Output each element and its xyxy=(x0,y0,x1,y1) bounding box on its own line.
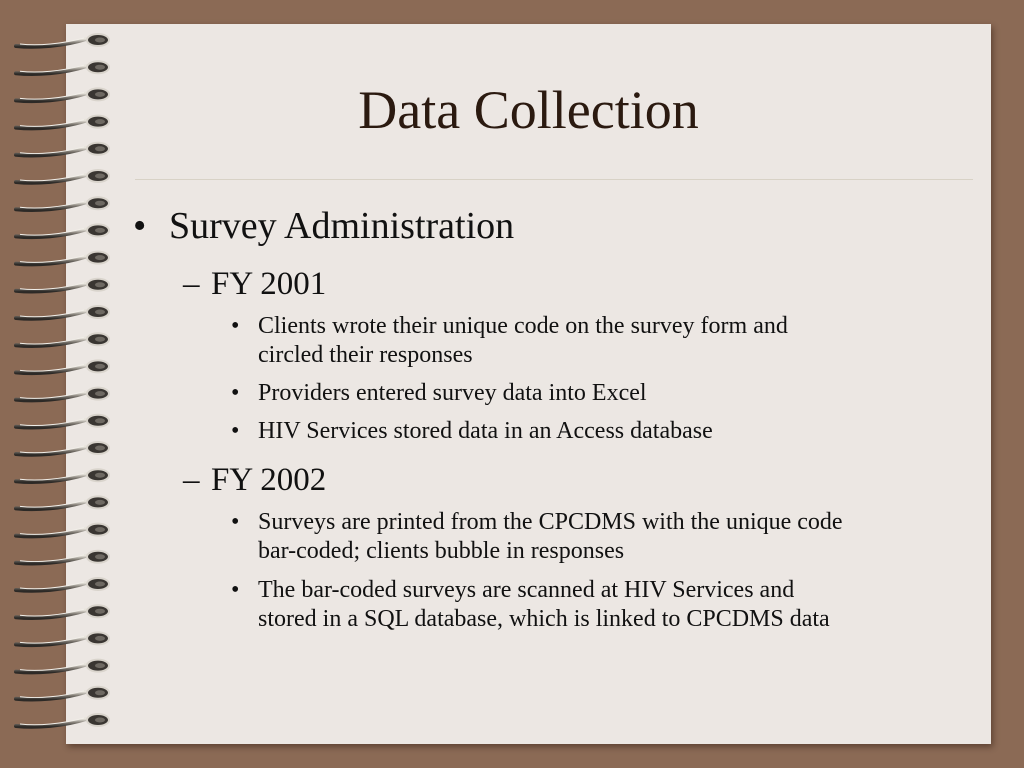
subbullet-text: FY 2001 xyxy=(211,266,327,302)
item-line: bar-coded; clients bubble in responses xyxy=(258,538,625,564)
coil-hole xyxy=(95,636,105,641)
coil-hole xyxy=(95,201,105,206)
coil-hole xyxy=(95,65,105,70)
slide-title: Data Collection xyxy=(358,80,699,140)
coil-hole xyxy=(95,228,105,233)
coil-hole xyxy=(95,582,105,587)
item-line: Clients wrote their unique code on the survey form and xyxy=(258,313,788,339)
bullet-marker: • xyxy=(231,509,240,535)
coil-hole xyxy=(95,391,105,396)
title-divider xyxy=(135,179,973,180)
bullet-marker: • xyxy=(231,313,240,339)
coil-hole xyxy=(95,554,105,559)
item-line: circled their responses xyxy=(258,342,473,368)
item-line: Surveys are printed from the CPCDMS with the unique code xyxy=(258,509,843,535)
coil-hole xyxy=(95,282,105,287)
coil-hole xyxy=(95,500,105,505)
bullet-marker: • xyxy=(231,380,240,406)
coil-hole xyxy=(95,418,105,423)
subbullet-text: FY 2002 xyxy=(211,462,327,498)
coil-hole xyxy=(95,337,105,342)
bullet-marker: • xyxy=(231,577,240,603)
coil-hole xyxy=(95,364,105,369)
item-line: HIV Services stored data in an Access database xyxy=(258,418,713,444)
dash-marker: – xyxy=(183,266,200,302)
bullet-marker: • xyxy=(133,205,147,247)
coil-hole xyxy=(95,663,105,668)
coil-hole xyxy=(95,527,105,532)
coil-hole xyxy=(95,255,105,260)
bullet-marker: • xyxy=(231,418,240,444)
item-line: Providers entered survey data into Excel xyxy=(258,380,647,406)
coil-hole xyxy=(95,690,105,695)
coil-hole xyxy=(95,146,105,151)
item-line: stored in a SQL database, which is linked to CPCDMS data xyxy=(258,606,830,632)
coil-hole xyxy=(95,609,105,614)
coil-hole xyxy=(95,38,105,43)
bullet-text: Survey Administration xyxy=(169,205,515,247)
coil-hole xyxy=(95,310,105,315)
coil-hole xyxy=(95,718,105,723)
item-line: The bar-coded surveys are scanned at HIV Services and xyxy=(258,577,795,603)
coil-hole xyxy=(95,446,105,451)
dash-marker: – xyxy=(183,462,200,498)
coil-hole xyxy=(95,174,105,179)
coil-hole xyxy=(95,473,105,478)
